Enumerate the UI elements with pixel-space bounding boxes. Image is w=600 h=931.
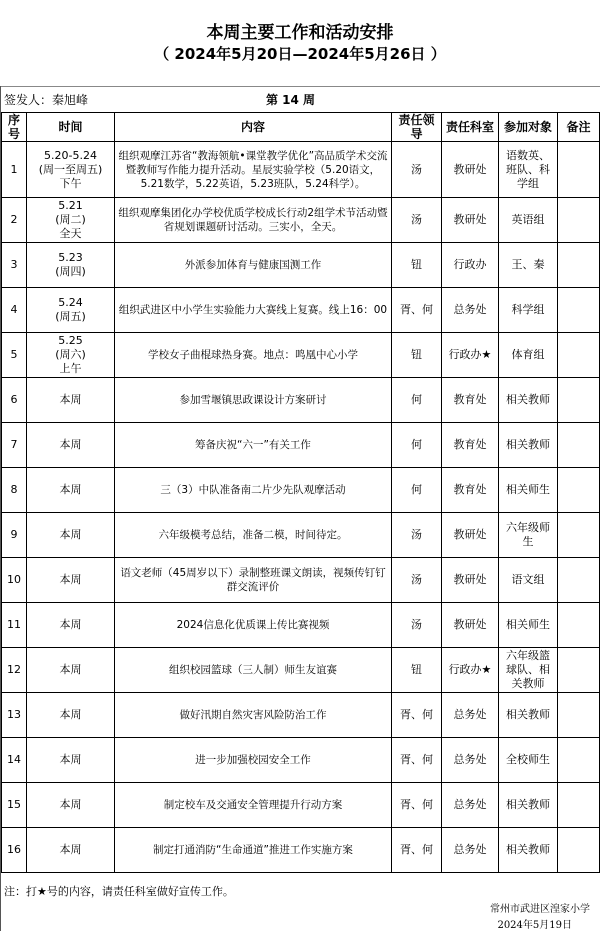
table-row bbox=[2, 333, 600, 378]
cell-content: 制定校车及交通安全管理提升行动方案 bbox=[115, 783, 392, 828]
cell-time: 本周 bbox=[27, 783, 115, 828]
table-row bbox=[2, 648, 600, 693]
cell-content: 组织观摩集团化办学校优质学校成长行动2组学术节活动暨省规划课题研讨活动。三实小，全天。 bbox=[115, 198, 392, 243]
cell-leader: 钮 bbox=[392, 333, 442, 378]
cell-target: 相关教师 bbox=[499, 423, 558, 468]
cell-content: 制定打通消防“生命通道”推进工作实施方案 bbox=[115, 828, 392, 873]
cell-content: 组织观摩江苏省“教海领航•课堂教学优化”高品质学术交流暨教师写作能力提升活动。星辰实验学校（5.20语文，5.21数学，5.22英语，5.23班队，5.24科学）。 bbox=[115, 142, 392, 198]
cell-no: 13 bbox=[2, 693, 27, 738]
table-row bbox=[2, 142, 600, 198]
school-name: 常州市武进区湟家小学 bbox=[490, 904, 590, 915]
cell-leader: 汤 bbox=[392, 513, 442, 558]
header-cell: 序号 bbox=[2, 113, 27, 142]
cell-no: 12 bbox=[2, 648, 27, 693]
date-range-subtitle: （ 2024年5月20日—2024年5月26日 ） bbox=[154, 45, 446, 63]
cell-dept: 教研处 bbox=[442, 558, 499, 603]
header-cell: 时间 bbox=[27, 113, 115, 142]
cell-target: 语数英、班队、科学组 bbox=[499, 142, 558, 198]
table-row bbox=[2, 783, 600, 828]
table-row bbox=[2, 288, 600, 333]
table-header-row bbox=[2, 113, 600, 142]
cell-dept: 总务处 bbox=[442, 783, 499, 828]
cell-time: 本周 bbox=[27, 648, 115, 693]
cell-leader: 胥、何 bbox=[392, 288, 442, 333]
table-row bbox=[2, 513, 600, 558]
cell-content: 外派参加体育与健康国测工作 bbox=[115, 243, 392, 288]
cell-target: 王、秦 bbox=[499, 243, 558, 288]
week-label: 第 14 周 bbox=[266, 93, 316, 107]
cell-leader: 胥、何 bbox=[392, 693, 442, 738]
cell-content: 做好汛期自然灾害风险防治工作 bbox=[115, 693, 392, 738]
cell-note bbox=[558, 243, 600, 288]
schedule-sheet bbox=[0, 86, 600, 931]
cell-time: 本周 bbox=[27, 558, 115, 603]
cell-time: 5.23 (周四) bbox=[27, 243, 115, 288]
table-row bbox=[2, 558, 600, 603]
cell-time: 5.21 (周二) 全天 bbox=[27, 198, 115, 243]
table-row bbox=[2, 378, 600, 423]
table-row bbox=[2, 468, 600, 513]
cell-content: 语文老师（45周岁以下）录制整班课文朗读，视频传钉钉群交流评价 bbox=[115, 558, 392, 603]
cell-time: 本周 bbox=[27, 693, 115, 738]
cell-time: 5.20-5.24 (周一至周五) 下午 bbox=[27, 142, 115, 198]
cell-note bbox=[558, 513, 600, 558]
cell-dept: 教研处 bbox=[442, 603, 499, 648]
cell-dept: 教育处 bbox=[442, 378, 499, 423]
cell-no: 5 bbox=[2, 333, 27, 378]
header-cell: 责任领导 bbox=[392, 113, 442, 142]
cell-no: 2 bbox=[2, 198, 27, 243]
cell-no: 7 bbox=[2, 423, 27, 468]
cell-leader: 汤 bbox=[392, 558, 442, 603]
cell-target: 语文组 bbox=[499, 558, 558, 603]
table-row bbox=[2, 828, 600, 873]
cell-target: 六年级篮球队、相关教师 bbox=[499, 648, 558, 693]
page-title: 本周主要工作和活动安排 bbox=[206, 23, 394, 43]
cell-dept: 行政办★ bbox=[442, 648, 499, 693]
cell-dept: 教育处 bbox=[442, 423, 499, 468]
cell-target: 英语组 bbox=[499, 198, 558, 243]
schedule-table bbox=[1, 112, 600, 873]
cell-note bbox=[558, 468, 600, 513]
signer-label: 签发人：秦旭峰 bbox=[4, 93, 89, 107]
cell-time: 本周 bbox=[27, 378, 115, 423]
cell-time: 本周 bbox=[27, 513, 115, 558]
cell-target: 相关教师 bbox=[499, 693, 558, 738]
cell-time: 本周 bbox=[27, 603, 115, 648]
cell-content: 2024信息化优质课上传比赛视频 bbox=[115, 603, 392, 648]
cell-time: 本周 bbox=[27, 738, 115, 783]
cell-target: 相关教师 bbox=[499, 783, 558, 828]
cell-content: 三（3）中队准备南二片少先队观摩活动 bbox=[115, 468, 392, 513]
table-row bbox=[2, 603, 600, 648]
cell-dept: 总务处 bbox=[442, 828, 499, 873]
cell-no: 14 bbox=[2, 738, 27, 783]
header-cell: 备注 bbox=[558, 113, 600, 142]
cell-note bbox=[558, 558, 600, 603]
cell-dept: 总务处 bbox=[442, 693, 499, 738]
cell-note bbox=[558, 142, 600, 198]
cell-no: 9 bbox=[2, 513, 27, 558]
cell-note bbox=[558, 333, 600, 378]
cell-target: 六年级师生 bbox=[499, 513, 558, 558]
cell-leader: 钮 bbox=[392, 648, 442, 693]
cell-note bbox=[558, 648, 600, 693]
cell-leader: 汤 bbox=[392, 142, 442, 198]
header-cell: 参加对象 bbox=[499, 113, 558, 142]
cell-no: 16 bbox=[2, 828, 27, 873]
cell-dept: 总务处 bbox=[442, 288, 499, 333]
header-cell: 责任科室 bbox=[442, 113, 499, 142]
table-row bbox=[2, 738, 600, 783]
table-row bbox=[2, 423, 600, 468]
cell-note bbox=[558, 828, 600, 873]
cell-no: 10 bbox=[2, 558, 27, 603]
cell-dept: 教育处 bbox=[442, 468, 499, 513]
cell-target: 相关师生 bbox=[499, 603, 558, 648]
cell-no: 11 bbox=[2, 603, 27, 648]
cell-time: 本周 bbox=[27, 423, 115, 468]
header-cell: 内容 bbox=[115, 113, 392, 142]
cell-target: 相关教师 bbox=[499, 828, 558, 873]
cell-time: 5.25 (周六) 上午 bbox=[27, 333, 115, 378]
cell-no: 3 bbox=[2, 243, 27, 288]
cell-leader: 胥、何 bbox=[392, 783, 442, 828]
cell-note bbox=[558, 603, 600, 648]
table-row bbox=[2, 693, 600, 738]
cell-no: 6 bbox=[2, 378, 27, 423]
cell-note bbox=[558, 738, 600, 783]
cell-note bbox=[558, 378, 600, 423]
cell-dept: 教研处 bbox=[442, 142, 499, 198]
cell-target: 相关师生 bbox=[499, 468, 558, 513]
cell-dept: 教研处 bbox=[442, 198, 499, 243]
cell-time: 5.24 (周五) bbox=[27, 288, 115, 333]
cell-target: 科学组 bbox=[499, 288, 558, 333]
cell-target: 相关教师 bbox=[499, 378, 558, 423]
cell-dept: 行政办★ bbox=[442, 333, 499, 378]
cell-no: 4 bbox=[2, 288, 27, 333]
footnote: 注：打★号的内容，请责任科室做好宣传工作。 bbox=[4, 885, 234, 898]
cell-dept: 行政办 bbox=[442, 243, 499, 288]
cell-note bbox=[558, 198, 600, 243]
cell-time: 本周 bbox=[27, 468, 115, 513]
cell-note bbox=[558, 288, 600, 333]
cell-content: 学校女子曲棍球热身赛。地点：鸣凰中心小学 bbox=[115, 333, 392, 378]
cell-content: 参加雪堰镇思政课设计方案研讨 bbox=[115, 378, 392, 423]
cell-leader: 汤 bbox=[392, 198, 442, 243]
cell-content: 筹备庆祝“六一”有关工作 bbox=[115, 423, 392, 468]
cell-time: 本周 bbox=[27, 828, 115, 873]
cell-target: 全校师生 bbox=[499, 738, 558, 783]
cell-content: 六年级模考总结，准备二模，时间待定。 bbox=[115, 513, 392, 558]
table-row bbox=[2, 198, 600, 243]
cell-dept: 教研处 bbox=[442, 513, 499, 558]
issue-date: 2024年5月19日 bbox=[497, 920, 572, 931]
cell-no: 8 bbox=[2, 468, 27, 513]
cell-note bbox=[558, 783, 600, 828]
cell-leader: 胥、何 bbox=[392, 738, 442, 783]
cell-content: 组织武进区中小学生实验能力大赛线上复赛。线上16：00 bbox=[115, 288, 392, 333]
cell-target: 体育组 bbox=[499, 333, 558, 378]
cell-no: 1 bbox=[2, 142, 27, 198]
cell-no: 15 bbox=[2, 783, 27, 828]
cell-leader: 钮 bbox=[392, 243, 442, 288]
cell-content: 组织校园篮球（三人制）师生友谊赛 bbox=[115, 648, 392, 693]
cell-dept: 总务处 bbox=[442, 738, 499, 783]
cell-leader: 何 bbox=[392, 423, 442, 468]
cell-note bbox=[558, 693, 600, 738]
cell-leader: 何 bbox=[392, 468, 442, 513]
table-row bbox=[2, 243, 600, 288]
cell-leader: 汤 bbox=[392, 603, 442, 648]
cell-content: 进一步加强校园安全工作 bbox=[115, 738, 392, 783]
cell-leader: 何 bbox=[392, 378, 442, 423]
cell-leader: 胥、何 bbox=[392, 828, 442, 873]
cell-note bbox=[558, 423, 600, 468]
